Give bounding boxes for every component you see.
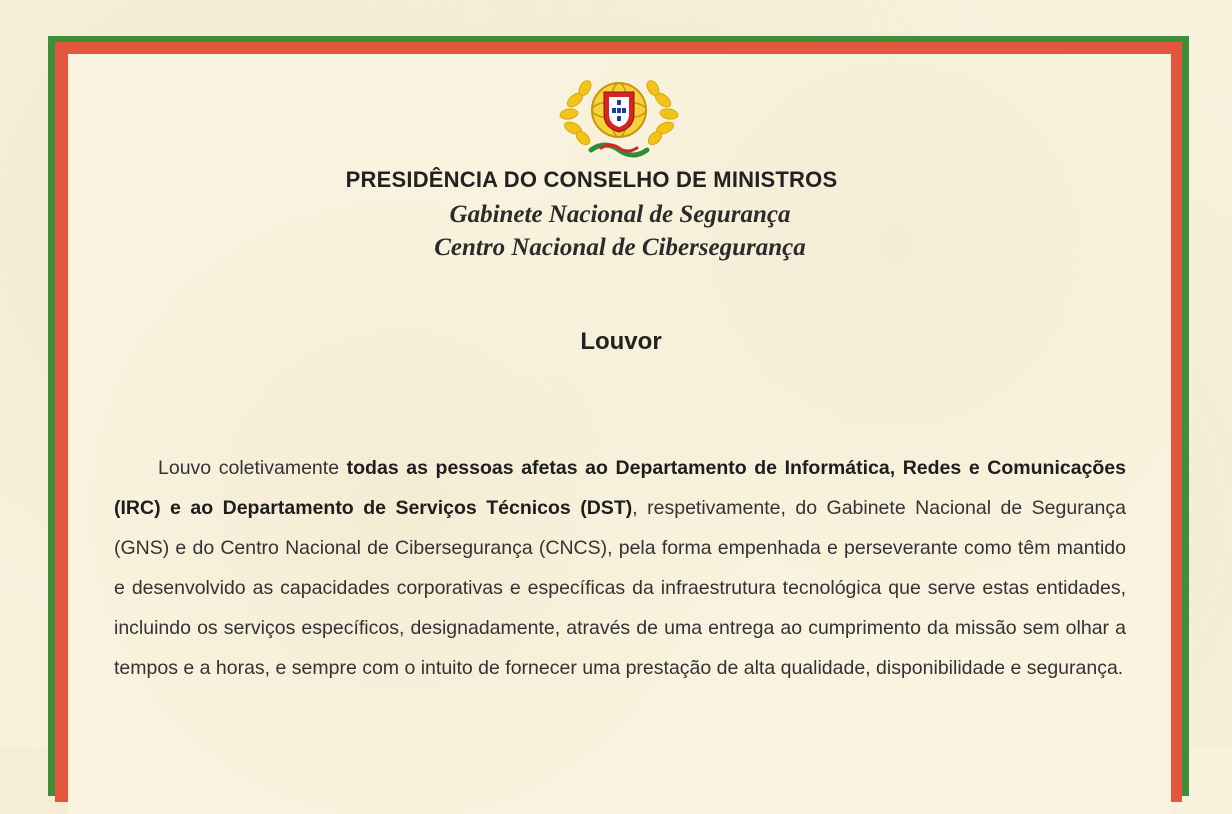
commendation-paragraph (114, 448, 1126, 688)
paragraph-intro: Louvo coletivamente (158, 457, 347, 479)
office-subtitle: Gabinete Nacional de Segurança (449, 201, 791, 228)
paragraph-emphasis: todas as pessoas afetas ao Departamento de Informática, Redes e Comunicações (IRC) e ao Departamento de Serviços Técnicos (DST) (114, 457, 1126, 519)
document-title: Louvor (580, 328, 662, 355)
organization-title: PRESIDÊNCIA DO CONSELHO DE MINISTROS (345, 167, 838, 192)
center-subtitle: Centro Nacional de Cibersegurança (434, 234, 806, 261)
paragraph-rest: , respetivamente, do Gabinete Nacional de Segurança (GNS) e do Centro Nacional de Cibersegurança (CNCS), pela forma empenhada e perseverante como têm mantido e desenvolvido as capacidades corporativas e específicas da infraestrutura tecnológica que serve estas entidades, incluindo os serviços específicos, designadamente, através de uma entrega ao cumprimento da missão sem olhar a tempos e a horas, e sempre com o intuito de fornecer uma prestação de alta qualidade, disponibilidade e segurança. (114, 497, 1126, 679)
portuguese-coat-of-arms-icon (557, 70, 681, 160)
